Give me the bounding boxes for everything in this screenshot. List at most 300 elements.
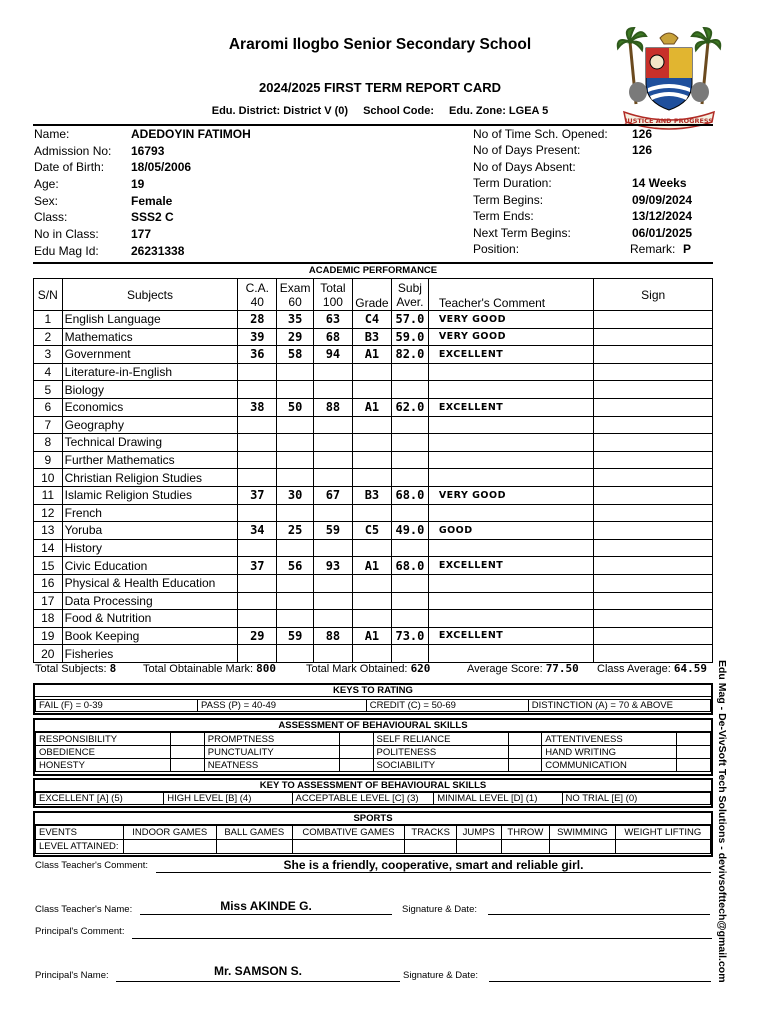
key-minimal: MINIMAL LEVEL [D] (1): [434, 793, 562, 805]
row-sn: 5: [34, 381, 63, 399]
row-subj-average: 57.0: [392, 311, 429, 329]
row-teacher-comment: VERY GOOD: [428, 486, 594, 504]
row-subj-average: 49.0: [392, 522, 429, 540]
row-sn: 1: [34, 311, 63, 329]
row-subject: Islamic Religion Studies: [62, 486, 238, 504]
row-subject: English Language: [62, 311, 238, 329]
row-ca: [238, 610, 277, 628]
sports-event: COMBATIVE GAMES: [292, 826, 405, 840]
row-total: [314, 645, 353, 663]
signature-date-label: Signature & Date:: [402, 904, 477, 915]
row-exam: [277, 451, 314, 469]
row-sn: 13: [34, 522, 63, 540]
remark-label: Remark:: [630, 242, 676, 256]
sex-label: Sex:: [34, 194, 59, 208]
row-teacher-comment: VERY GOOD: [428, 311, 594, 329]
sex: Female: [131, 194, 173, 208]
row-subj-average: [392, 592, 429, 610]
col-sn: S/N: [34, 279, 63, 311]
sidebar-credit: Edu Mag - De-VivSoft Tech Solutions - devivsofttech@gmail.com: [716, 660, 728, 983]
level-attained-cell: [615, 840, 710, 854]
row-grade: [352, 504, 391, 522]
behaviour-skill: OBEDIENCE: [36, 746, 171, 759]
row-ca: [238, 645, 277, 663]
subject-row: [34, 451, 713, 469]
row-subj-average: [392, 645, 429, 663]
row-subject: Geography: [62, 416, 238, 434]
subject-row: [34, 381, 713, 399]
behaviour-skill: PUNCTUALITY: [204, 746, 339, 759]
row-exam: [277, 610, 314, 628]
row-sn: 4: [34, 363, 63, 381]
row-teacher-comment: [428, 539, 594, 557]
key-acceptable: ACCEPTABLE LEVEL [C] (3): [292, 793, 434, 805]
svg-text:JUSTICE AND PROGRESS: JUSTICE AND PROGRESS: [625, 117, 713, 125]
row-exam: 56: [277, 557, 314, 575]
row-ca: 36: [238, 346, 277, 364]
row-teacher-comment: EXCELLENT: [428, 346, 594, 364]
class-average: 64.59: [673, 662, 707, 675]
subject-row: [34, 645, 713, 663]
ends-label: Term Ends:: [473, 209, 534, 223]
row-sn: 20: [34, 645, 63, 663]
age: 19: [131, 177, 145, 191]
behaviour-rating-cell: [677, 746, 711, 759]
subject-row: [34, 627, 713, 645]
row-exam: [277, 363, 314, 381]
row-teacher-comment: EXCELLENT: [428, 627, 594, 645]
school-name: Araromi Ilogbo Senior Secondary School: [228, 36, 532, 53]
row-ca: 38: [238, 398, 277, 416]
row-grade: A1: [352, 398, 391, 416]
col-sign: Sign: [594, 279, 713, 311]
level-attained-cell: [123, 840, 216, 854]
sports-title: SPORTS: [35, 813, 711, 825]
behaviour-rating-cell: [171, 733, 205, 746]
subject-row: [34, 363, 713, 381]
behaviour-skill: NEATNESS: [204, 759, 339, 772]
next-term-begins: 06/01/2025: [632, 226, 693, 240]
row-sign: [594, 363, 713, 381]
admission-no: 16793: [131, 144, 165, 158]
row-teacher-comment: [428, 469, 594, 487]
row-sign: [594, 627, 713, 645]
principal-name: Mr. SAMSON S.: [213, 964, 302, 978]
keys-title: KEYS TO RATING: [35, 685, 711, 697]
row-grade: [352, 363, 391, 381]
row-sign: [594, 522, 713, 540]
row-subject: Government: [62, 346, 238, 364]
no-in-class: 177: [131, 227, 152, 241]
row-grade: A1: [352, 346, 391, 364]
subject-row: [34, 328, 713, 346]
row-sn: 7: [34, 416, 63, 434]
row-sign: [594, 451, 713, 469]
row-grade: [352, 451, 391, 469]
row-subject: Fisheries: [62, 645, 238, 663]
principal-comment-line: [132, 938, 712, 939]
total-obtainable: 800: [256, 662, 276, 675]
comment-line: [156, 872, 711, 873]
col-total: Total 100: [314, 279, 353, 311]
row-ca: 29: [238, 627, 277, 645]
row-exam: [277, 434, 314, 452]
term-duration: 14 Weeks: [632, 176, 687, 190]
row-teacher-comment: VERY GOOD: [428, 328, 594, 346]
behaviour-rating-cell: [171, 759, 205, 772]
key-credit: CREDIT (C) = 50-69: [366, 700, 528, 712]
row-subj-average: [392, 416, 429, 434]
row-exam: [277, 469, 314, 487]
signature-line: [488, 914, 710, 915]
state-coat-of-arms-logo: [616, 22, 722, 132]
no-in-class-label: No in Class:: [34, 227, 99, 241]
row-subject: Mathematics: [62, 328, 238, 346]
duration-label: Term Duration:: [473, 176, 552, 190]
class-teacher-comment: She is a friendly, cooperative, smart and reliable girl.: [283, 858, 584, 872]
behaviour-rating-cell: [677, 733, 711, 746]
row-subj-average: [392, 610, 429, 628]
behaviour-skill: HAND WRITING: [542, 746, 677, 759]
row-sn: 6: [34, 398, 63, 416]
row-subj-average: 73.0: [392, 627, 429, 645]
header-divider: [33, 124, 713, 126]
row-total: [314, 504, 353, 522]
row-sn: 18: [34, 610, 63, 628]
row-total: [314, 592, 353, 610]
subject-row: [34, 346, 713, 364]
row-exam: 50: [277, 398, 314, 416]
row-teacher-comment: [428, 645, 594, 663]
row-grade: [352, 574, 391, 592]
row-teacher-comment: [428, 363, 594, 381]
row-teacher-comment: [428, 381, 594, 399]
row-total: 68: [314, 328, 353, 346]
behaviour-skill: POLITENESS: [373, 746, 508, 759]
term-info: [473, 127, 713, 263]
row-sn: 12: [34, 504, 63, 522]
row-total: [314, 416, 353, 434]
behaviour-skill: SELF RELIANCE: [373, 733, 508, 746]
subject-row: [34, 469, 713, 487]
class-teacher-name-label: Class Teacher's Name:: [35, 904, 133, 915]
position-label: Position:: [473, 242, 520, 256]
sports-event: WEIGHT LIFTING: [615, 826, 710, 840]
row-ca: [238, 416, 277, 434]
keys-to-rating: [33, 683, 713, 715]
row-ca: [238, 574, 277, 592]
days-present: 126: [632, 143, 653, 157]
row-total: [314, 451, 353, 469]
row-grade: [352, 381, 391, 399]
total-subjects-label: Total Subjects:: [35, 663, 107, 675]
term-ends: 13/12/2024: [632, 209, 693, 223]
row-ca: [238, 381, 277, 399]
row-sn: 9: [34, 451, 63, 469]
row-grade: [352, 539, 391, 557]
row-subject: Yoruba: [62, 522, 238, 540]
level-attained-cell: [216, 840, 292, 854]
row-exam: 35: [277, 311, 314, 329]
row-sn: 19: [34, 627, 63, 645]
behavioural-skills: [33, 718, 713, 776]
row-sign: [594, 557, 713, 575]
row-exam: 25: [277, 522, 314, 540]
behaviour-skill: RESPONSIBILITY: [36, 733, 171, 746]
behaviour-skill: HONESTY: [36, 759, 171, 772]
row-sign: [594, 610, 713, 628]
sports-events-label: EVENTS: [36, 826, 124, 840]
admission-label: Admission No:: [34, 144, 112, 158]
row-subject: Data Processing: [62, 592, 238, 610]
subject-row: [34, 539, 713, 557]
row-total: [314, 381, 353, 399]
principal-name-label: Principal's Name:: [35, 970, 109, 981]
subject-row: [34, 592, 713, 610]
sports-event: INDOOR GAMES: [123, 826, 216, 840]
col-teacher-comment: Teacher's Comment: [428, 279, 594, 311]
row-subj-average: [392, 434, 429, 452]
obtained-label: Total Mark Obtained:: [306, 663, 408, 675]
row-subject: Food & Nutrition: [62, 610, 238, 628]
total-obtained: 620: [410, 662, 431, 675]
row-sign: [594, 311, 713, 329]
behaviour-skill: COMMUNICATION: [542, 759, 677, 772]
present-label: No of Days Present:: [473, 143, 581, 157]
subject-row: [34, 522, 713, 540]
key-pass: PASS (P) = 40-49: [198, 700, 367, 712]
academic-table: [33, 278, 713, 663]
sports-event: JUMPS: [457, 826, 502, 840]
principal-name-line: [116, 981, 400, 982]
row-subj-average: 68.0: [392, 486, 429, 504]
dob-label: Date of Birth:: [34, 160, 105, 174]
row-total: 88: [314, 398, 353, 416]
row-subject: Christian Religion Studies: [62, 469, 238, 487]
row-subj-average: 68.0: [392, 557, 429, 575]
row-sn: 11: [34, 486, 63, 504]
edu-district: Edu. District: District V (0): [211, 105, 349, 117]
total-subjects: 8: [109, 662, 117, 675]
row-subject: Further Mathematics: [62, 451, 238, 469]
row-teacher-comment: EXCELLENT: [428, 557, 594, 575]
behaviour-skill: SOCIABILITY: [373, 759, 508, 772]
col-subjects: Subjects: [62, 279, 238, 311]
row-exam: [277, 381, 314, 399]
subject-row: [34, 486, 713, 504]
begins-label: Term Begins:: [473, 193, 544, 207]
behaviour-skill: ATTENTIVENESS: [542, 733, 677, 746]
sports-event: BALL GAMES: [216, 826, 292, 840]
subject-row: [34, 557, 713, 575]
row-teacher-comment: [428, 610, 594, 628]
row-grade: [352, 610, 391, 628]
row-grade: C5: [352, 522, 391, 540]
row-sn: 14: [34, 539, 63, 557]
row-total: 67: [314, 486, 353, 504]
row-exam: 58: [277, 346, 314, 364]
class: SSS2 C: [131, 210, 174, 224]
row-total: [314, 610, 353, 628]
row-teacher-comment: [428, 451, 594, 469]
row-total: [314, 363, 353, 381]
row-exam: [277, 539, 314, 557]
absent-label: No of Days Absent:: [473, 160, 576, 174]
row-ca: [238, 363, 277, 381]
behaviour-rating-cell: [508, 746, 542, 759]
row-total: [314, 574, 353, 592]
academic-title: ACADEMIC PERFORMANCE: [308, 265, 438, 276]
row-grade: A1: [352, 557, 391, 575]
signature-line-2: [489, 981, 711, 982]
row-ca: 28: [238, 311, 277, 329]
behaviour-rating-cell: [508, 759, 542, 772]
student-name: ADEDOYIN FATIMOH: [131, 127, 251, 141]
row-total: [314, 469, 353, 487]
row-subj-average: [392, 469, 429, 487]
row-subj-average: [392, 363, 429, 381]
row-subject: Book Keeping: [62, 627, 238, 645]
sports-event: THROW: [501, 826, 550, 840]
row-total: 94: [314, 346, 353, 364]
row-sign: [594, 504, 713, 522]
subject-row: [34, 416, 713, 434]
next-term-label: Next Term Begins:: [473, 226, 571, 240]
row-sn: 3: [34, 346, 63, 364]
row-subject: French: [62, 504, 238, 522]
signature-date-label-2: Signature & Date:: [403, 970, 478, 981]
sports-event: SWIMMING: [550, 826, 615, 840]
row-grade: [352, 416, 391, 434]
behaviour-row: [36, 759, 711, 772]
row-sign: [594, 434, 713, 452]
edu-zone: Edu. Zone: LGEA 5: [449, 105, 549, 117]
row-sign: [594, 416, 713, 434]
subject-row: [34, 504, 713, 522]
row-grade: [352, 592, 391, 610]
row-exam: [277, 416, 314, 434]
row-subj-average: 82.0: [392, 346, 429, 364]
row-sn: 8: [34, 434, 63, 452]
row-subject: Technical Drawing: [62, 434, 238, 452]
row-sn: 10: [34, 469, 63, 487]
row-grade: A1: [352, 627, 391, 645]
row-ca: [238, 504, 277, 522]
date-of-birth: 18/05/2006: [131, 160, 192, 174]
row-sign: [594, 328, 713, 346]
row-sign: [594, 645, 713, 663]
level-attained-cell: [292, 840, 405, 854]
row-ca: [238, 451, 277, 469]
key-fail: FAIL (F) = 0-39: [36, 700, 198, 712]
behaviour-skill: PROMPTNESS: [204, 733, 339, 746]
obtainable-label: Total Obtainable Mark:: [143, 663, 254, 675]
row-total: [314, 434, 353, 452]
key-distinction: DISTINCTION (A) = 70 & ABOVE: [528, 700, 710, 712]
row-ca: [238, 592, 277, 610]
behaviour-row: [36, 733, 711, 746]
row-subj-average: [392, 539, 429, 557]
row-total: 88: [314, 627, 353, 645]
row-sign: [594, 592, 713, 610]
row-sign: [594, 539, 713, 557]
edu-mag-id: 26231338: [131, 244, 185, 258]
row-teacher-comment: [428, 416, 594, 434]
teacher-name-line: [140, 914, 392, 915]
row-ca: [238, 434, 277, 452]
row-subject: Literature-in-English: [62, 363, 238, 381]
row-sign: [594, 346, 713, 364]
class-label: Class:: [34, 210, 68, 224]
row-teacher-comment: [428, 592, 594, 610]
principal-comment-label: Principal's Comment:: [35, 926, 125, 937]
times-opened: 126: [632, 127, 653, 141]
class-average-label: Class Average:: [597, 663, 671, 675]
row-subject: History: [62, 539, 238, 557]
row-sn: 2: [34, 328, 63, 346]
report-title: 2024/2025 FIRST TERM REPORT CARD: [258, 80, 501, 95]
average-label: Average Score:: [467, 663, 543, 675]
row-sign: [594, 469, 713, 487]
subject-row: [34, 311, 713, 329]
class-teacher-comment-label: Class Teacher's Comment:: [35, 860, 149, 871]
behaviour-key-title: KEY TO ASSESSMENT OF BEHAVIOURAL SKILLS: [35, 780, 711, 792]
sports-section: [33, 811, 713, 857]
row-ca: [238, 539, 277, 557]
key-excellent: EXCELLENT [A] (5): [36, 793, 164, 805]
row-sign: [594, 486, 713, 504]
row-subject: Economics: [62, 398, 238, 416]
row-grade: [352, 469, 391, 487]
school-code: School Code:: [363, 105, 434, 117]
col-grade: Grade: [352, 279, 391, 311]
row-subj-average: 59.0: [392, 328, 429, 346]
row-exam: 30: [277, 486, 314, 504]
level-attained-label: LEVEL ATTAINED:: [36, 840, 124, 854]
row-exam: [277, 574, 314, 592]
behaviour-title: ASSESSMENT OF BEHAVIOURAL SKILLS: [35, 720, 711, 732]
row-ca: [238, 469, 277, 487]
row-total: 63: [314, 311, 353, 329]
row-grade: [352, 645, 391, 663]
level-attained-cell: [501, 840, 550, 854]
row-subj-average: [392, 451, 429, 469]
row-grade: [352, 434, 391, 452]
subject-row: [34, 398, 713, 416]
row-teacher-comment: GOOD: [428, 522, 594, 540]
edu-info-line: [160, 105, 600, 117]
row-exam: [277, 645, 314, 663]
name-label: Name:: [34, 127, 70, 141]
row-grade: B3: [352, 486, 391, 504]
student-info: [34, 127, 364, 263]
behaviour-rating-cell: [171, 746, 205, 759]
row-sn: 17: [34, 592, 63, 610]
behaviour-rating-cell: [339, 733, 373, 746]
row-grade: B3: [352, 328, 391, 346]
row-subject: Physical & Health Education: [62, 574, 238, 592]
class-teacher-name: Miss AKINDE G.: [220, 899, 312, 913]
behaviour-rating-cell: [508, 733, 542, 746]
row-sign: [594, 381, 713, 399]
row-teacher-comment: [428, 434, 594, 452]
subject-row: [34, 574, 713, 592]
row-ca: 39: [238, 328, 277, 346]
behaviour-row: [36, 746, 711, 759]
subject-row: [34, 434, 713, 452]
row-subject: Biology: [62, 381, 238, 399]
row-exam: [277, 592, 314, 610]
